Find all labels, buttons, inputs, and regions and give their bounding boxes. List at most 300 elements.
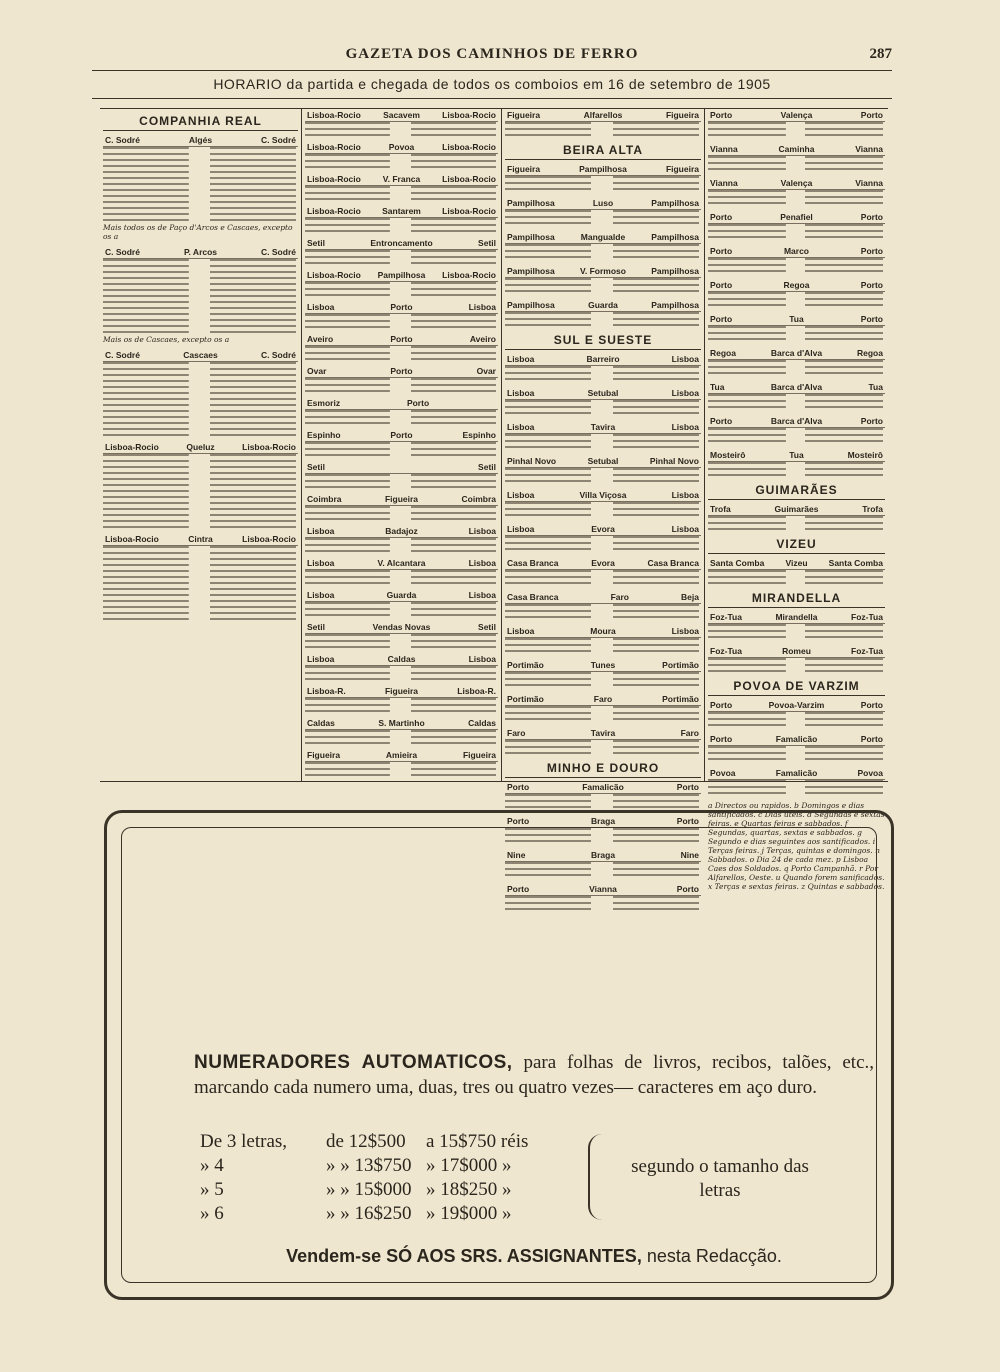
- station-name: Algés: [188, 135, 213, 145]
- station-name: Caldas: [307, 718, 335, 728]
- section-title: MIRANDELLA: [708, 591, 885, 608]
- timetable-block: [305, 653, 498, 680]
- timetable-block: [505, 727, 701, 756]
- timetable-times: [305, 506, 498, 520]
- timetable-times: [708, 462, 885, 478]
- timetable-column-2: [302, 109, 502, 781]
- price-to: a 15$750 réis: [426, 1131, 529, 1152]
- station-name: Regoa: [783, 280, 810, 290]
- timetable-times: [505, 244, 701, 260]
- station-name: Vendas Novas: [372, 622, 431, 632]
- station-name: Vizeu: [785, 558, 808, 568]
- timetable-times: [708, 746, 885, 762]
- station-name: Lisboa: [671, 388, 699, 398]
- station-name: Valença: [780, 178, 813, 188]
- station-name: Casa Branca: [507, 558, 559, 568]
- station-name: Tavira: [590, 728, 616, 738]
- station-name: Regoa: [857, 348, 883, 358]
- station-name: Lisboa: [468, 590, 496, 600]
- timetable-block: [708, 767, 885, 796]
- station-name: Coimbra: [461, 494, 496, 504]
- timetable-times: [305, 442, 498, 456]
- station-name: Lisboa: [307, 590, 335, 600]
- station-name: Trofa: [710, 504, 731, 514]
- timetable-block-head: [305, 653, 498, 666]
- price-label: » 4: [200, 1155, 224, 1176]
- station-name: Foz-Tua: [851, 612, 883, 622]
- ad-body: para folhas de livros, recibos, talões, etc., marcando cada numero uma, duas, tres ou quatro vezes— caracteres em aço duro.: [194, 1052, 875, 1098]
- timetable-times: [708, 570, 885, 586]
- timetable-block-head: [505, 781, 701, 794]
- station-name: S. Martinho: [378, 718, 425, 728]
- station-name: Barreiro: [586, 354, 620, 364]
- timetable-block-head: [103, 246, 298, 259]
- station-name: Lisboa-Rocio: [442, 270, 496, 280]
- timetable-times: [708, 780, 885, 796]
- station-name: Santarem: [382, 206, 421, 216]
- timetable-block: [305, 621, 498, 648]
- price-row: [200, 1202, 620, 1226]
- timetable-block: [505, 299, 701, 328]
- timetable-block-head: [505, 421, 701, 434]
- timetable-note: Mais os de Cascaes, excepto os a: [103, 335, 230, 344]
- timetable-block-head: [708, 611, 885, 624]
- advertisement-text: [194, 1050, 874, 1100]
- station-name: Figueira: [507, 164, 541, 174]
- ad-footer: [194, 1246, 874, 1267]
- station-name: V. Franca: [382, 174, 421, 184]
- timetable-times: [505, 278, 701, 294]
- station-name: Porto: [860, 246, 883, 256]
- timetable-block-head: [305, 237, 498, 250]
- timetable-block: [305, 173, 498, 200]
- section-title: SUL E SUESTE: [505, 333, 701, 350]
- station-name: Casa Branca: [507, 592, 559, 602]
- station-name: Beja: [681, 592, 699, 602]
- station-name: Pampilhosa: [377, 270, 426, 280]
- timetable-times: [708, 190, 885, 206]
- timetable-block: [505, 625, 701, 654]
- section-title: COMPANHIA REAL: [103, 114, 298, 131]
- station-name: Setil: [478, 462, 496, 472]
- timetable-block: [708, 109, 885, 138]
- timetable-times: [305, 346, 498, 360]
- station-name: Aveiro: [469, 334, 496, 344]
- timetable-block: [708, 245, 885, 274]
- timetable-block-head: [708, 177, 885, 190]
- station-name: Vianna: [855, 178, 883, 188]
- price-from: » » 13$750: [326, 1155, 412, 1176]
- ad-footer-strong: Vendem-se SÓ AOS SRS. ASSIGNANTES,: [286, 1246, 642, 1266]
- station-name: Lisboa-Rocio: [105, 442, 159, 452]
- station-name: Lisboa-Rocio: [442, 206, 496, 216]
- price-brace: [588, 1134, 604, 1220]
- station-name: Portimão: [507, 694, 544, 704]
- station-name: Santa Comba: [828, 558, 883, 568]
- station-name: Porto: [507, 884, 530, 894]
- station-name: Pampilhosa: [651, 198, 699, 208]
- timetable-block-head: [505, 659, 701, 672]
- timetable-times: [708, 428, 885, 444]
- ad-headline: NUMERADORES AUTOMATICOS,: [194, 1052, 513, 1073]
- timetable-times: [505, 638, 701, 654]
- station-name: Lisboa: [507, 422, 535, 432]
- timetable-block-head: [505, 489, 701, 502]
- timetable-block: [708, 211, 885, 240]
- section-title: BEIRA ALTA: [505, 143, 701, 160]
- station-name: Moura: [590, 626, 616, 636]
- timetable-block: [305, 109, 498, 136]
- timetable-block-head: [305, 717, 498, 730]
- timetable-times: [505, 706, 701, 722]
- station-name: Lisboa-Rocio: [442, 174, 496, 184]
- timetable-block-head: [708, 313, 885, 326]
- timetable-block-head: [505, 109, 701, 122]
- station-name: Pampilhosa: [651, 300, 699, 310]
- station-name: Guarda: [588, 300, 618, 310]
- timetable-block-head: [505, 727, 701, 740]
- station-name: Povoa-Varzim: [768, 700, 825, 710]
- timetable-times: [305, 122, 498, 136]
- station-name: Lisboa: [307, 526, 335, 536]
- running-head: [92, 46, 892, 68]
- timetable-block: [305, 429, 498, 456]
- station-name: Caldas: [468, 718, 496, 728]
- station-name: Porto: [710, 734, 733, 744]
- price-to: » 18$250 »: [426, 1179, 512, 1200]
- timetable-block-head: [505, 265, 701, 278]
- station-name: Portimão: [507, 660, 544, 670]
- station-name: Porto: [507, 816, 530, 826]
- station-name: Lisboa: [671, 354, 699, 364]
- station-name: Porto: [676, 884, 699, 894]
- timetable-times: [708, 624, 885, 640]
- timetable-block-head: [708, 109, 885, 122]
- price-label: » 5: [200, 1179, 224, 1200]
- timetable-block: [305, 269, 498, 296]
- station-name: Portimão: [662, 694, 699, 704]
- timetable-times: [505, 210, 701, 226]
- timetable-block-head: [103, 533, 298, 546]
- timetable-column-4: [705, 109, 888, 891]
- station-name: Tua: [789, 314, 804, 324]
- timetable-block-head: [708, 143, 885, 156]
- timetable-note: Mais todos os de Paço d'Arcos e Cascaes, excepto os a: [103, 223, 293, 241]
- timetable-block-head: [305, 397, 498, 410]
- station-name: Nine: [507, 850, 526, 860]
- station-name: Porto: [860, 212, 883, 222]
- timetable-block-head: [708, 381, 885, 394]
- station-name: Mangualde: [580, 232, 626, 242]
- station-name: Povoa: [388, 142, 415, 152]
- station-name: Vianna: [589, 884, 617, 894]
- timetable-block: [505, 353, 701, 382]
- timetable-block: [708, 503, 885, 532]
- station-name: Pampilhosa: [507, 198, 555, 208]
- timetable-block: [708, 733, 885, 762]
- timetable-block: [505, 781, 701, 810]
- station-name: Tua: [710, 382, 725, 392]
- section-title: VIZEU: [708, 537, 885, 554]
- timetable-block-head: [305, 333, 498, 346]
- timetable-times: [305, 186, 498, 200]
- station-name: Setil: [478, 622, 496, 632]
- station-name: Lisboa-R.: [307, 686, 346, 696]
- timetable-times: [305, 730, 498, 744]
- station-name: Romeu: [782, 646, 811, 656]
- timetable-block-head: [305, 205, 498, 218]
- station-name: Porto: [390, 302, 413, 312]
- station-name: Figueira: [307, 750, 341, 760]
- station-name: Porto: [406, 398, 430, 408]
- station-name: Porto: [676, 816, 699, 826]
- station-name: C. Sodré: [261, 135, 296, 145]
- station-name: Porto: [860, 110, 883, 120]
- timetable-column-3: [502, 109, 705, 894]
- station-name: Pampilhosa: [507, 266, 555, 276]
- station-name: Porto: [860, 416, 883, 426]
- station-name: Lisboa: [671, 490, 699, 500]
- timetable-legend: a Directos ou rapidos. b Domingos e dias santificados. c Dias uteis. d Segundas e sextas feiras. e Quartas feiras e sabbados. f Segundas, quartas, sextas e sabbados. g Segundo e dias seguintes aos santificados. i Terças feiras. j Terças, quintas e domingos. n Sabbados. o Dia 24 de cada mez. p Lisboa Caes dos Soldados. q Porto Campanhã. r Por Alfarellos, Oeste. u Quando forem sanificados. x Terças e sextas feiras. z Quintas e sabbados.: [708, 801, 885, 891]
- station-name: Porto: [860, 314, 883, 324]
- timetable-block: [305, 589, 498, 616]
- station-name: Valença: [780, 110, 813, 120]
- timetable-block-head: [103, 134, 298, 147]
- timetable-grid: [100, 108, 888, 894]
- timetable-block-head: [305, 557, 498, 570]
- station-name: Lisboa: [507, 490, 535, 500]
- station-name: Lisboa-Rocio: [442, 142, 496, 152]
- timetable-times: [505, 502, 701, 518]
- timetable-block-head: [708, 449, 885, 462]
- station-name: Esmoriz: [307, 398, 341, 408]
- timetable-block: [708, 611, 885, 640]
- station-name: Lisboa-Rocio: [307, 142, 361, 152]
- station-name: Lisboa: [307, 654, 335, 664]
- timetable-times: [305, 666, 498, 680]
- timetable-block-head: [708, 415, 885, 428]
- timetable-block: [708, 279, 885, 308]
- section-title: POVOA DE VARZIM: [708, 679, 885, 696]
- station-name: Guimarães: [774, 504, 819, 514]
- timetable-block: [103, 533, 298, 620]
- timetable-block-head: [505, 387, 701, 400]
- station-name: Barca d'Alva: [770, 382, 823, 392]
- station-name: Pampilhosa: [651, 266, 699, 276]
- timetable-times: [708, 122, 885, 138]
- timetable-block-head: [103, 441, 298, 454]
- station-name: Lisboa: [468, 526, 496, 536]
- timetable-title: HORARIO da partida e chegada de todos os comboios em 16 de setembro de 1905: [213, 76, 771, 92]
- station-name: Foz-Tua: [710, 612, 742, 622]
- timetable-block-head: [505, 231, 701, 244]
- station-name: Famalicão: [582, 782, 624, 792]
- station-name: Mosteirô: [847, 450, 883, 460]
- station-name: Lisboa-Rocio: [242, 534, 296, 544]
- price-from: » » 15$000: [326, 1179, 412, 1200]
- timetable-block: [708, 177, 885, 206]
- station-name: Lisboa-Rocio: [307, 270, 361, 280]
- timetable-block: [708, 699, 885, 728]
- title-rule: [92, 98, 892, 99]
- timetable-block: [103, 134, 298, 241]
- station-name: Tavira: [590, 422, 616, 432]
- timetable-times: [305, 410, 498, 424]
- station-name: Lisboa-Rocio: [442, 110, 496, 120]
- station-name: Marco: [783, 246, 810, 256]
- timetable-times: [708, 258, 885, 274]
- timetable-block-head: [305, 429, 498, 442]
- timetable-block-head: [103, 349, 298, 362]
- station-name: Lisboa: [307, 558, 335, 568]
- station-name: Porto: [860, 280, 883, 290]
- station-name: Entroncamento: [370, 238, 433, 248]
- timetable-times: [505, 570, 701, 586]
- timetable-block: [305, 141, 498, 168]
- station-name: Braga: [590, 816, 616, 826]
- timetable-times: [505, 672, 701, 688]
- station-name: Porto: [507, 782, 530, 792]
- station-name: Lisboa: [507, 388, 535, 398]
- timetable-block: [505, 489, 701, 518]
- station-name: Povoa: [857, 768, 883, 778]
- station-name: Setil: [307, 622, 325, 632]
- timetable-times: [305, 538, 498, 552]
- timetable-times: [505, 312, 701, 328]
- timetable-block-head: [305, 685, 498, 698]
- timetable-block-head: [305, 461, 498, 474]
- price-label: » 6: [200, 1203, 224, 1224]
- timetable-block: [708, 645, 885, 674]
- station-name: Porto: [710, 212, 733, 222]
- station-name: Porto: [676, 782, 699, 792]
- station-name: Figueira: [384, 494, 419, 504]
- station-name: Pinhal Novo: [649, 456, 699, 466]
- station-name: Lisboa-Rocio: [242, 442, 296, 452]
- timetable-block: [305, 525, 498, 552]
- timetable-block-head: [708, 211, 885, 224]
- timetable-block: [505, 421, 701, 450]
- station-name: Faro: [507, 728, 526, 738]
- station-name: Pampilhosa: [651, 232, 699, 242]
- station-name: Porto: [710, 110, 733, 120]
- timetable-times: [505, 536, 701, 552]
- timetable-times: [305, 570, 498, 584]
- timetable-block-head: [505, 693, 701, 706]
- timetable-block-head: [505, 455, 701, 468]
- timetable-block-head: [505, 163, 701, 176]
- station-name: Tunes: [590, 660, 616, 670]
- timetable-times: [305, 762, 498, 776]
- station-name: Lisboa: [307, 302, 335, 312]
- timetable-block-head: [305, 301, 498, 314]
- timetable-block-head: [505, 523, 701, 536]
- station-name: Lisboa: [507, 354, 535, 364]
- station-name: Lisboa: [468, 558, 496, 568]
- station-name: Famalicão: [775, 768, 818, 778]
- station-name: Setil: [478, 238, 496, 248]
- station-name: Caldas: [387, 654, 416, 664]
- station-name: Porto: [710, 280, 733, 290]
- timetable-block: [305, 557, 498, 584]
- price-table: [200, 1130, 620, 1226]
- station-name: Lisboa-Rocio: [307, 206, 361, 216]
- station-name: Faro: [593, 694, 613, 704]
- station-name: Badajoz: [385, 526, 418, 536]
- station-name: V. Formoso: [580, 266, 626, 276]
- station-name: Porto: [390, 334, 413, 344]
- timetable-times: [505, 434, 701, 450]
- timetable-times: [708, 658, 885, 674]
- station-name: Casa Branca: [647, 558, 699, 568]
- station-name: Amieira: [385, 750, 418, 760]
- station-name: Figueira: [665, 164, 699, 174]
- timetable-block: [103, 441, 298, 528]
- timetable-block-head: [505, 197, 701, 210]
- station-name: Lisboa-R.: [457, 686, 496, 696]
- station-name: Mirandella: [775, 612, 818, 622]
- timetable-block-head: [505, 557, 701, 570]
- station-name: Setubal: [587, 388, 619, 398]
- station-name: Braga: [590, 850, 616, 860]
- timetable-block-head: [305, 589, 498, 602]
- price-to: » 19$000 »: [426, 1203, 512, 1224]
- station-name: C. Sodré: [105, 247, 140, 257]
- station-name: Portimão: [662, 660, 699, 670]
- timetable-block-head: [305, 749, 498, 762]
- station-name: C. Sodré: [105, 135, 140, 145]
- timetable-block: [708, 449, 885, 478]
- price-row: [200, 1178, 620, 1202]
- timetable-block: [305, 397, 498, 424]
- station-name: Guarda: [386, 590, 417, 600]
- timetable-block: [305, 301, 498, 328]
- station-name: Mosteirô: [710, 450, 746, 460]
- station-name: Povoa: [710, 768, 736, 778]
- timetable-block-head: [505, 353, 701, 366]
- station-name: V. Alcantara: [377, 558, 426, 568]
- station-name: Penafiel: [780, 212, 813, 222]
- timetable-times: [305, 282, 498, 296]
- timetable-block: [305, 461, 498, 488]
- timetable-times: [708, 326, 885, 342]
- timetable-block: [505, 387, 701, 416]
- section-title: GUIMARÃES: [708, 483, 885, 500]
- page-number: 287: [869, 46, 892, 62]
- timetable-block: [708, 381, 885, 410]
- station-name: Regoa: [710, 348, 736, 358]
- timetable-times: [305, 634, 498, 648]
- section-title: MINHO E DOURO: [505, 761, 701, 778]
- timetable-block-head: [305, 269, 498, 282]
- price-note: segundo o tamanho das letras: [631, 1156, 809, 1201]
- station-name: Pampilhosa: [507, 232, 555, 242]
- timetable-times: [708, 156, 885, 172]
- timetable-block: [305, 205, 498, 232]
- timetable-times: [103, 147, 298, 221]
- timetable-block: [505, 265, 701, 294]
- station-name: Porto: [860, 734, 883, 744]
- timetable-times: [505, 794, 701, 810]
- timetable-block-head: [305, 173, 498, 186]
- timetable-times: [305, 154, 498, 168]
- station-name: Foz-Tua: [851, 646, 883, 656]
- timetable-block: [103, 246, 298, 344]
- timetable-times: [103, 259, 298, 333]
- timetable-block-head: [708, 503, 885, 516]
- timetable-block-head: [305, 493, 498, 506]
- timetable-block-head: [708, 557, 885, 570]
